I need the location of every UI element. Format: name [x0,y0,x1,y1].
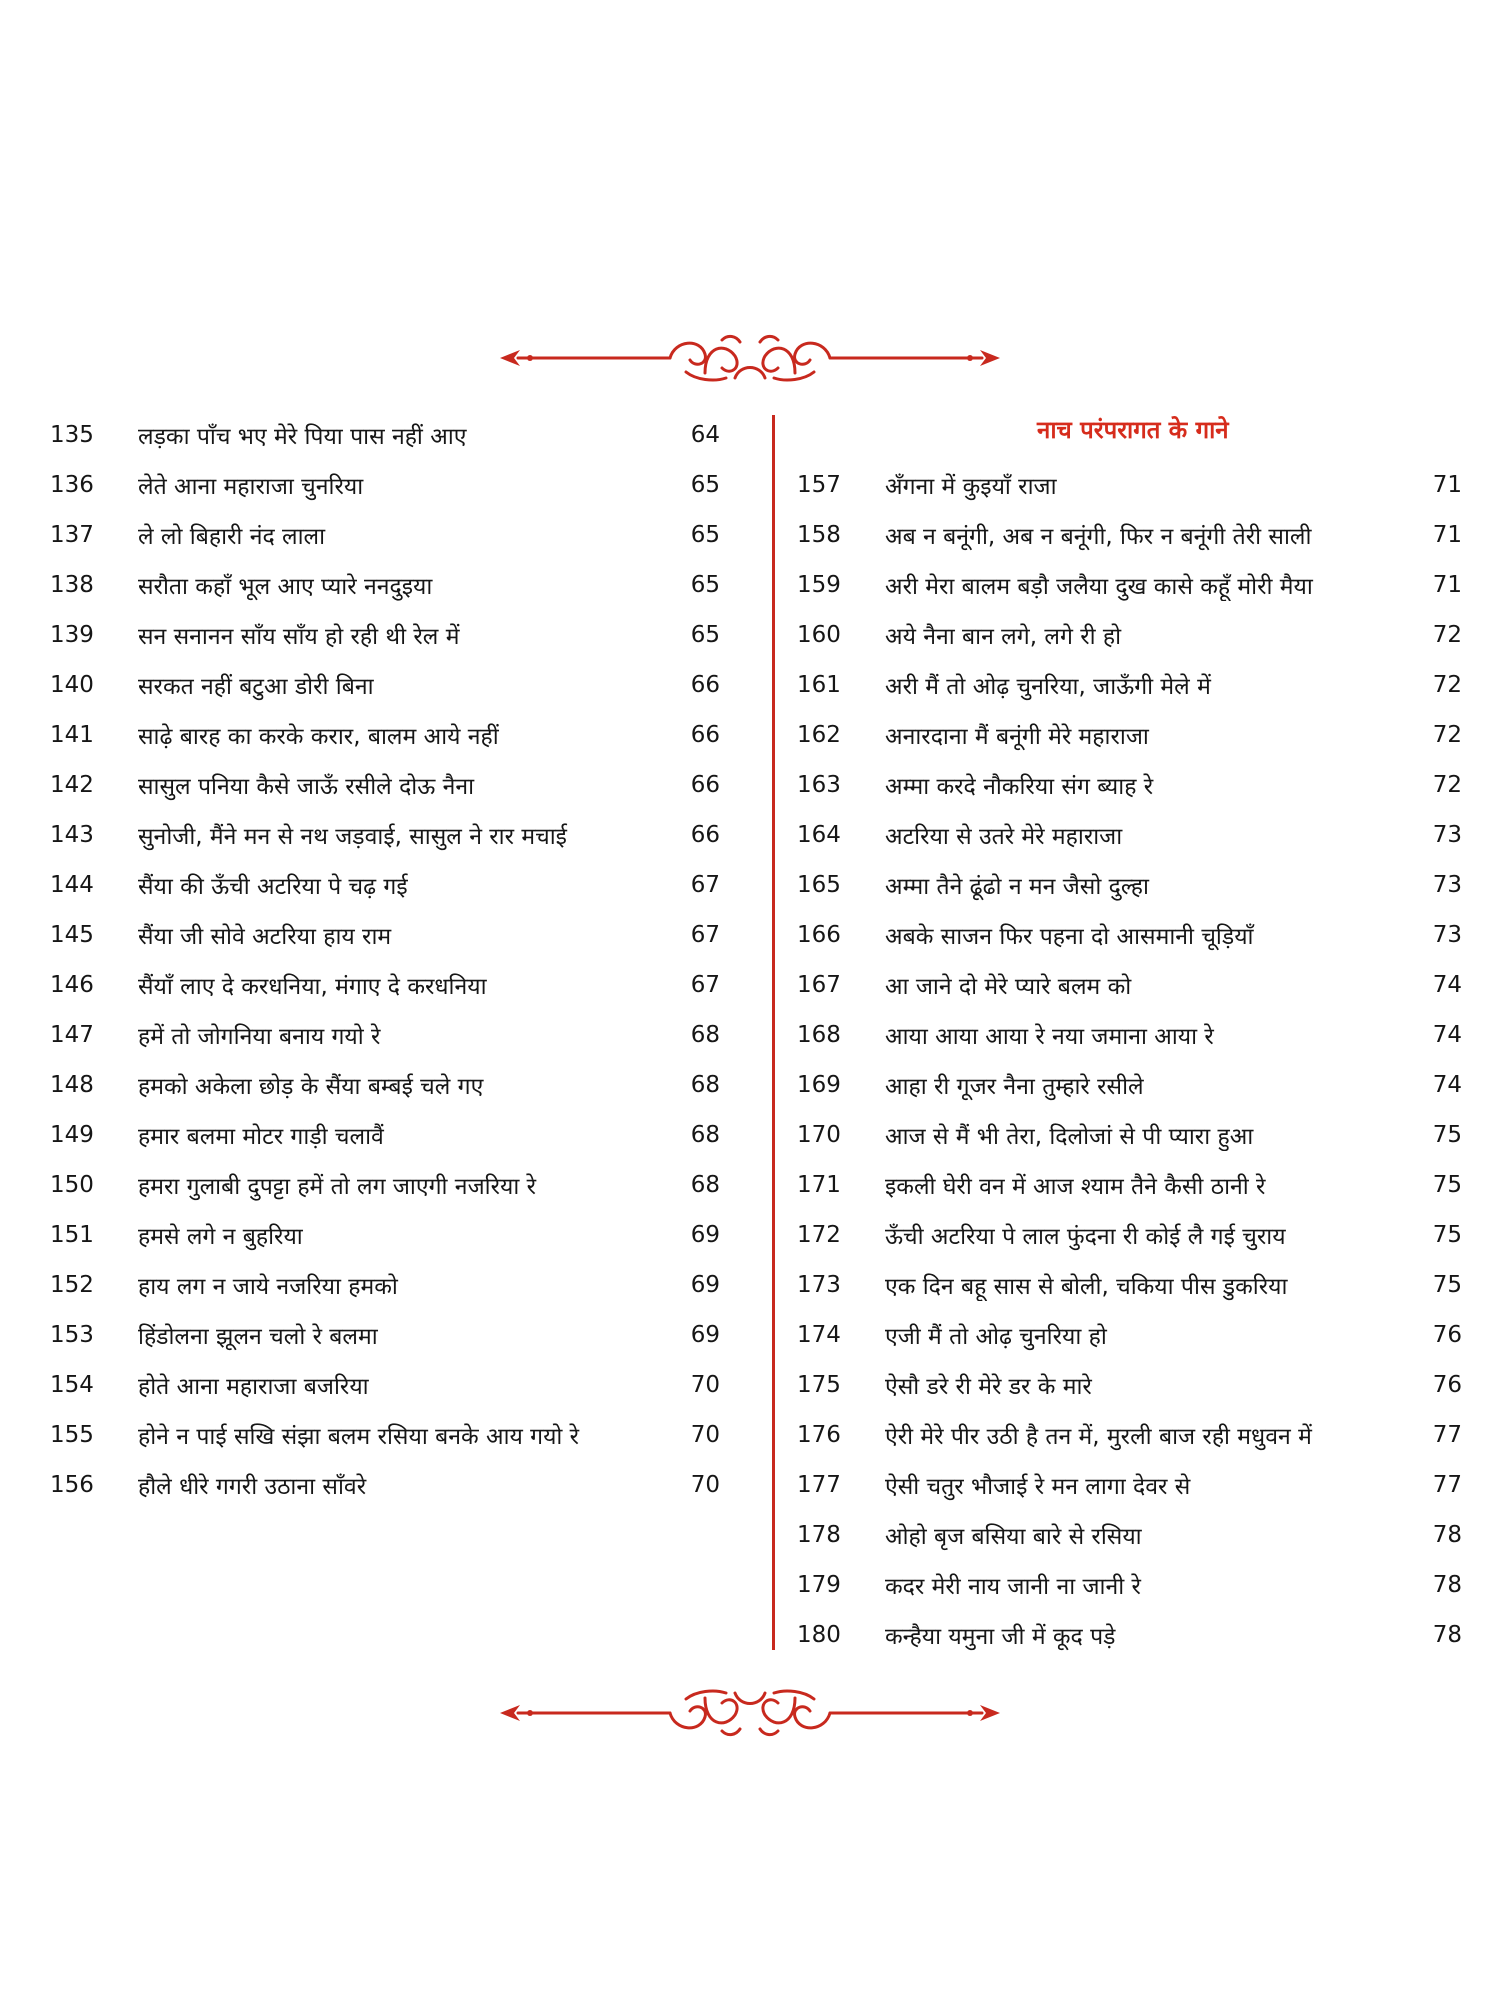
entry-number: 137 [50,522,94,548]
entry-number: 135 [50,422,94,448]
entry-page: 78 [1432,1622,1462,1648]
entry-title: होने न पाई सखि संझा बलम रसिया बनके आय गयो रे [138,1424,580,1450]
entry-number: 145 [50,922,94,948]
entry-title: अब न बनूंगी, अब न बनूंगी, फिर न बनूंगी तेरी साली [885,524,1312,550]
entry-number: 170 [797,1122,841,1148]
contents-entry [797,510,1462,560]
entry-page: 73 [1432,872,1462,898]
contents-entry [50,1360,720,1410]
entry-title: हमरा गुलाबी दुपट्टा हमें तो लग जाएगी नजरिया रे [138,1174,537,1200]
entry-number: 150 [50,1172,94,1198]
entry-number: 168 [797,1022,841,1048]
entry-title: अरी मेरा बालम बड़ौ जलैया दुख कासे कहूँ मोरी मैया [885,574,1313,600]
entry-page: 75 [1432,1272,1462,1298]
contents-entry [797,460,1462,510]
entry-number: 155 [50,1422,94,1448]
contents-entry [50,860,720,910]
entry-title: आहा री गूजर नैना तुम्हारे रसीले [885,1074,1144,1100]
entry-number: 148 [50,1072,94,1098]
contents-entry [50,910,720,960]
top-ornament [0,328,1500,388]
entry-number: 180 [797,1622,841,1648]
entry-number: 174 [797,1322,841,1348]
contents-entry [50,610,720,660]
contents-entry [797,810,1462,860]
entry-title: कदर मेरी नाय जानी ना जानी रे [885,1574,1141,1600]
entry-page: 73 [1432,822,1462,848]
entry-title: हमें तो जोगनिया बनाय गयो रे [138,1024,381,1050]
entry-title: ऐसौ डरे री मेरे डर के मारे [885,1374,1092,1400]
contents-entry [797,1560,1462,1610]
entry-number: 151 [50,1222,94,1248]
entry-page: 72 [1432,672,1462,698]
bottom-ornament [0,1683,1500,1743]
entry-number: 177 [797,1472,841,1498]
entry-page: 70 [690,1372,720,1398]
entry-number: 138 [50,572,94,598]
entry-page: 68 [690,1122,720,1148]
entry-number: 157 [797,472,841,498]
entry-page: 75 [1432,1122,1462,1148]
contents-entry [797,1110,1462,1160]
contents-entry [797,910,1462,960]
entry-page: 78 [1432,1572,1462,1598]
contents-entry [50,1260,720,1310]
entry-title: ले लो बिहारी नंद लाला [138,524,326,550]
entry-page: 74 [1432,1072,1462,1098]
entry-page: 65 [690,522,720,548]
contents-entry [50,560,720,610]
entry-number: 153 [50,1322,94,1348]
entry-title: सैंया की ऊँची अटरिया पे चढ़ गई [138,874,408,900]
entry-title: अये नैना बान लगे, लगे री हो [885,624,1122,650]
entry-number: 176 [797,1422,841,1448]
entry-number: 178 [797,1522,841,1548]
contents-entry [797,960,1462,1010]
entry-number: 172 [797,1222,841,1248]
contents-entry [797,1460,1462,1510]
entry-title: अनारदाना मैं बनूंगी मेरे महाराजा [885,724,1149,750]
entry-page: 74 [1432,972,1462,998]
entry-title: अरी मैं तो ओढ़ चुनरिया, जाऊँगी मेले में [885,674,1211,700]
entry-page: 65 [690,622,720,648]
entry-page: 69 [690,1272,720,1298]
entry-title: सुनोजी, मैंने मन से नथ जड़वाई, सासुल ने रार मचाई [138,824,567,850]
contents-entry [797,660,1462,710]
contents-entry [797,1360,1462,1410]
entry-page: 69 [690,1222,720,1248]
entry-title: हिंडोलना झूलन चलो रे बलमा [138,1324,378,1350]
entry-number: 164 [797,822,841,848]
entry-title: ओहो बृज बसिया बारे से रसिया [885,1524,1142,1550]
entry-page: 71 [1432,472,1462,498]
contents-entry [797,760,1462,810]
entry-number: 146 [50,972,94,998]
contents-entry [50,1310,720,1360]
entry-page: 77 [1432,1422,1462,1448]
contents-entry [50,760,720,810]
contents-entry [50,1110,720,1160]
contents-entry [797,1410,1462,1460]
entry-page: 78 [1432,1522,1462,1548]
entry-page: 70 [690,1422,720,1448]
entry-number: 171 [797,1172,841,1198]
entry-title: अटरिया से उतरे मेरे महाराजा [885,824,1123,850]
contents-entry [50,710,720,760]
entry-title: आया आया आया रे नया जमाना आया रे [885,1024,1214,1050]
entry-title: ऊँची अटरिया पे लाल फुंदना री कोई लै गई चुराय [885,1224,1286,1250]
entry-title: कन्हैया यमुना जी में कूद पड़े [885,1624,1116,1650]
entry-number: 169 [797,1072,841,1098]
entry-page: 64 [690,422,720,448]
entry-page: 67 [690,972,720,998]
entry-title: सासुल पनिया कैसे जाऊँ रसीले दोऊ नैना [138,774,475,800]
entry-title: सरकत नहीं बटुआ डोरी बिना [138,674,374,700]
entry-page: 68 [690,1022,720,1048]
entry-number: 162 [797,722,841,748]
entry-title: लेते आना महाराजा चुनरिया [138,474,364,500]
entry-title: हमसे लगे न बुहरिया [138,1224,303,1250]
entry-number: 143 [50,822,94,848]
entry-title: सैंयाँ लाए दे करधनिया, मंगाए दे करधनिया [138,974,487,1000]
entry-title: आज से मैं भी तेरा, दिलोजां से पी प्यारा हुआ [885,1124,1254,1150]
entry-page: 70 [690,1472,720,1498]
entry-number: 152 [50,1272,94,1298]
entry-page: 75 [1432,1222,1462,1248]
contents-entry [50,1410,720,1460]
entry-title: इकली घेरी वन में आज श्याम तैने कैसी ठानी रे [885,1174,1266,1200]
contents-entry [50,1160,720,1210]
entry-page: 73 [1432,922,1462,948]
entry-page: 69 [690,1322,720,1348]
entry-number: 167 [797,972,841,998]
entry-page: 71 [1432,522,1462,548]
entry-number: 142 [50,772,94,798]
entry-page: 77 [1432,1472,1462,1498]
entry-title: लड़का पाँच भए मेरे पिया पास नहीं आए [138,424,467,450]
contents-entry [797,1510,1462,1560]
entry-page: 71 [1432,572,1462,598]
contents-left-column [50,410,720,1510]
entry-page: 66 [690,722,720,748]
contents-entry [797,860,1462,910]
contents-entry [50,510,720,560]
entry-number: 166 [797,922,841,948]
entry-page: 68 [690,1072,720,1098]
entry-page: 67 [690,922,720,948]
entry-number: 165 [797,872,841,898]
contents-entry [50,460,720,510]
entry-title: सरौता कहाँ भूल आए प्यारे ननदुइया [138,574,433,600]
entry-number: 139 [50,622,94,648]
column-divider [772,415,775,1650]
entry-page: 65 [690,472,720,498]
entry-page: 68 [690,1172,720,1198]
contents-right-column [797,410,1462,1660]
entry-page: 75 [1432,1172,1462,1198]
contents-entry [797,1610,1462,1660]
entry-page: 67 [690,872,720,898]
entry-number: 163 [797,772,841,798]
entry-number: 144 [50,872,94,898]
entry-number: 179 [797,1572,841,1598]
entry-title: एक दिन बहू सास से बोली, चकिया पीस डुकरिया [885,1274,1288,1300]
entry-number: 159 [797,572,841,598]
contents-entry [797,610,1462,660]
entry-number: 149 [50,1122,94,1148]
entry-page: 76 [1432,1322,1462,1348]
entry-number: 154 [50,1372,94,1398]
entry-title: आ जाने दो मेरे प्यारे बलम को [885,974,1132,1000]
entry-title: ऐरी मेरे पीर उठी है तन में, मुरली बाज रही मधुवन में [885,1424,1312,1450]
contents-entry [797,1060,1462,1110]
entry-number: 160 [797,622,841,648]
entry-title: होते आना महाराजा बजरिया [138,1374,369,1400]
entry-page: 74 [1432,1022,1462,1048]
contents-entry [50,1460,720,1510]
entry-title: साढ़े बारह का करके करार, बालम आये नहीं [138,724,499,750]
entry-number: 140 [50,672,94,698]
entry-number: 173 [797,1272,841,1298]
entry-page: 76 [1432,1372,1462,1398]
contents-entry [50,1010,720,1060]
entry-title: हमको अकेला छोड़ के सैंया बम्बई चले गए [138,1074,484,1100]
entry-page: 72 [1432,622,1462,648]
entry-page: 65 [690,572,720,598]
contents-entry [797,560,1462,610]
entry-page: 66 [690,772,720,798]
entry-title: एजी मैं तो ओढ़ चुनरिया हो [885,1324,1107,1350]
entry-number: 136 [50,472,94,498]
contents-entry [50,410,720,460]
entry-title: अबके साजन फिर पहना दो आसमानी चूड़ियाँ [885,924,1254,950]
entry-title: हमार बलमा मोटर गाड़ी चलावैं [138,1124,384,1150]
contents-entry [50,960,720,1010]
entry-title: अम्मा करदे नौकरिया संग ब्याह रे [885,774,1154,800]
contents-entry [797,1310,1462,1360]
entry-title: सैंया जी सोवे अटरिया हाय राम [138,924,392,950]
entry-title: हाय लग न जाये नजरिया हमको [138,1274,398,1300]
contents-entry [797,1160,1462,1210]
entry-page: 72 [1432,772,1462,798]
entry-number: 156 [50,1472,94,1498]
contents-entry [797,1260,1462,1310]
entry-title: हौले धीरे गगरी उठाना साँवरे [138,1474,367,1500]
contents-entry [50,1210,720,1260]
contents-entry [797,1010,1462,1060]
entry-number: 161 [797,672,841,698]
entry-title: ऐसी चतुर भौजाई रे मन लागा देवर से [885,1474,1191,1500]
entry-number: 147 [50,1022,94,1048]
contents-entry [50,1060,720,1110]
contents-entry [797,710,1462,760]
entry-page: 66 [690,672,720,698]
section-heading: नाच परंपरागत के गाने [1037,415,1229,444]
contents-entry [50,810,720,860]
entry-title: अम्मा तैने ढूंढो न मन जैसो दुल्हा [885,874,1149,900]
entry-title: अँगना में कुइयाँ राजा [885,474,1057,500]
contents-entry [797,1210,1462,1260]
entry-page: 66 [690,822,720,848]
entry-title: सन सनानन साँय साँय हो रही थी रेल में [138,624,460,650]
contents-entry [50,660,720,710]
entry-number: 141 [50,722,94,748]
entry-page: 72 [1432,722,1462,748]
entry-number: 175 [797,1372,841,1398]
entry-number: 158 [797,522,841,548]
